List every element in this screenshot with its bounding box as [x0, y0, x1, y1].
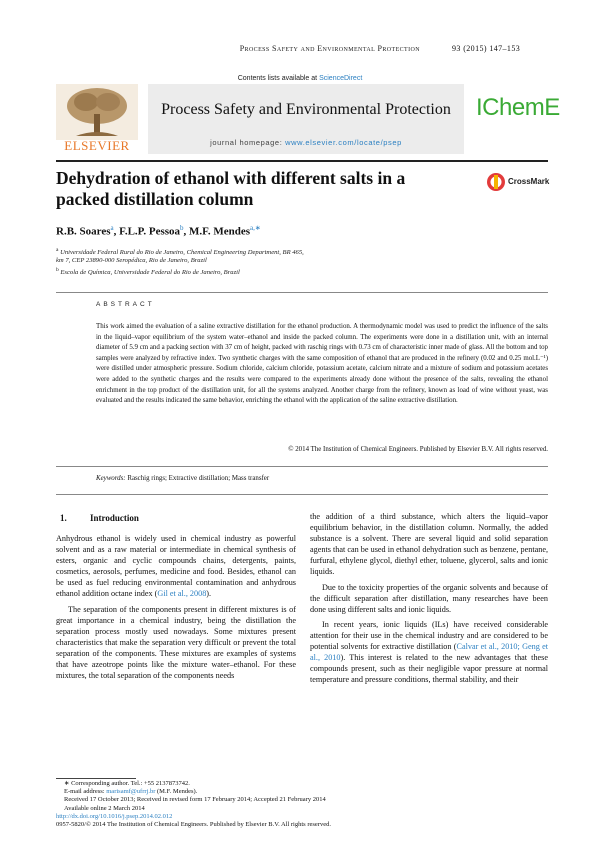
email-link[interactable]: marisamf@ufrrj.br: [106, 788, 156, 796]
icheme-logo: IChemE: [476, 94, 560, 121]
author[interactable]: F.L.P. Pessoa: [119, 225, 181, 238]
online-date: Available online 2 March 2014: [64, 804, 145, 812]
section-title: Introduction: [90, 513, 139, 523]
doi-link[interactable]: http://dx.doi.org/10.1016/j.psep.2014.02.012: [56, 812, 173, 820]
affiliation: $^b$ Escola de Química, Universidade Federal do Rio de Janeiro, Brazil: [56, 267, 240, 277]
keywords-rule: [56, 466, 548, 467]
crossmark-label: CrossMark: [508, 177, 550, 186]
running-journal-name: Process Safety and Environmental Protection: [239, 44, 420, 53]
body-column-right: [310, 511, 548, 689]
footnotes: [56, 780, 548, 829]
body-column-left: [56, 533, 296, 685]
received-dates: Received 17 October 2013; Received in revised form 17 February 2014; Accepted 21 February 2014: [64, 796, 326, 804]
issn-copyright: 0957-5820/© 2014 The Institution of Chemical Engineers. Published by Elsevier B.V. All rights reserved.: [56, 821, 331, 829]
footnote-rule: [56, 778, 136, 779]
section-heading: [60, 513, 139, 523]
author-mark[interactable]: b: [180, 224, 184, 232]
paragraph: Due to the toxicity properties of the organic solvents and because of the difficult separation after distillation, many researches have been done using different salts and ionic liquids.: [310, 582, 548, 614]
crossmark-badge[interactable]: [486, 172, 548, 192]
page-range: 93 (2015) 147–153: [452, 44, 521, 53]
abstract-text: This work aimed the evaluation of a saline extractive distillation for the ethanol production. A thermodynamic model was used to predict the influence of the salts in the liquid–vapor equilibrium of the system water–ethanol and inside the packed column. The experiments were done in a distillation unit, with an internal diameter of 5.9 cm and a packing section with 37 cm of height, packed with raschig rings with 0.73 cm of characteristic inner made of glass. All the bottom and top samples were analyzed by refractive index. Two synthetic charges with the same composition of ethanol that are produced in the refinery (0.02 and 0.25 mol.L⁻¹) were distilled under atmospheric pressure. Sodium chloride, calcium chloride, potassium acetate, calcium nitrate and a mixture of sodium and potassium acetates were added to the synthetic charges and the results were compared to the experiments already done without the presence of the salts, revealing the ethanol enrichment in the top product of the distillation unit, for all the systems analyzed. Another charge from the refinery, known as load of wine without yeast, was evaluated and the results indicated the same behavior, enriching the ethanol with the application of the saline extractive distillation.: [96, 323, 548, 405]
paragraph: the addition of a third substance, which alters the liquid–vapor equilibrium behavior, in the distillation column. Normally, the added substance is a solvent. There are several liquid and solid separation agents that can be used in ethanol dehydration such as benzene, pentane, furfural, ethylene glycol, diethyl ether, toluene, glycerol, salts and ionic liquids.: [310, 512, 548, 577]
homepage-link[interactable]: www.elsevier.com/locate/psep: [285, 138, 402, 147]
affiliation: km 7, CEP 23890-000 Seropédica, Rio de Janeiro, Brazil: [56, 257, 207, 264]
paragraph: Anhydrous ethanol is widely used in chemical industry as powerful solvent and as a raw material or intermediate in chemical synthesis of esters, organic and cyclic compounds chains, detergents, paints, cosmetics, aerosols, perfumes, medicine and food. Besides, ethanol can be used as fuel reducing environmental contamination and anhydrous ethanol addition octane index (Gil et al., 2008).: [56, 534, 296, 599]
email-line: E-mail address: marisamf@ufrrj.br (M.F. Mendes).: [64, 788, 198, 796]
elsevier-logo: [56, 84, 138, 154]
author[interactable]: M.F. Mendes: [189, 225, 251, 238]
keywords-label: Keywords:: [96, 475, 126, 482]
abstract-heading: ABSTRACT: [96, 301, 155, 308]
citation-link[interactable]: Gil et al., 2008: [157, 589, 207, 599]
publisher-wordmark: ELSEVIER: [64, 138, 130, 153]
paragraph: The separation of the components present in different mixtures is of great importance in a chemical industry, being the distillation the separation process mostly used nowadays. Some mixtures present characteristics that make the separation very difficult or prevent the total separation of the components. These mixtures are examples of systems that have azeotrope points like the mixture water–ethanol. For these mixtures, the total separation of the components needs: [56, 604, 296, 681]
running-header: [160, 44, 420, 53]
keywords: [96, 475, 548, 482]
abstract-copyright: © 2014 The Institution of Chemical Engineers. Published by Elsevier B.V. All rights reserved.: [288, 446, 548, 453]
journal-title: Process Safety and Environmental Protection: [161, 101, 451, 118]
keywords-list: Raschig rings; Extractive distillation; Mass transfer: [127, 475, 270, 482]
sciencedirect-link[interactable]: ScienceDirect: [319, 75, 363, 82]
corresponding-author: ∗ Corresponding author. Tel.: +55 2137873742.: [64, 780, 190, 787]
masthead-rule: [56, 160, 548, 162]
contents-line: Contents lists available at ScienceDirect: [237, 75, 363, 82]
crossmark-icon: [486, 172, 506, 192]
citation-link[interactable]: Calvar et al., 2010; Geng et al., 2010: [310, 642, 548, 663]
section-number: 1.: [60, 513, 67, 523]
author-mark[interactable]: a: [110, 224, 114, 232]
author-mark[interactable]: a,∗: [250, 224, 261, 232]
keywords-rule-bottom: [56, 494, 548, 495]
author[interactable]: R.B. Soares: [56, 225, 111, 238]
journal-homepage: journal homepage: www.elsevier.com/locate/psep: [210, 138, 402, 147]
article-title: Dehydration of ethanol with different salts in a packed distillation column: [56, 168, 406, 209]
paragraph: In recent years, ionic liquids (ILs) have received considerable attention for their use in the chemical industry and are considered to be potential solvents for extractive distillation (Calvar et al., 2010; Geng et al., 2010). This interest is related to the new advantages that these compounds present, such as their negligible vapor pressure at normal temperature and pressure conditions, thermal stability, and their: [310, 619, 548, 685]
author-list: R.B. Soares$^a$, F.L.P. Pessoa$^b$, M.F. Mendes$^{a,∗}$: [56, 224, 261, 238]
affiliation: $^a$ Universidade Federal Rural do Rio de Janeiro, Chemical Engineering Department, BR 465,: [56, 247, 304, 257]
